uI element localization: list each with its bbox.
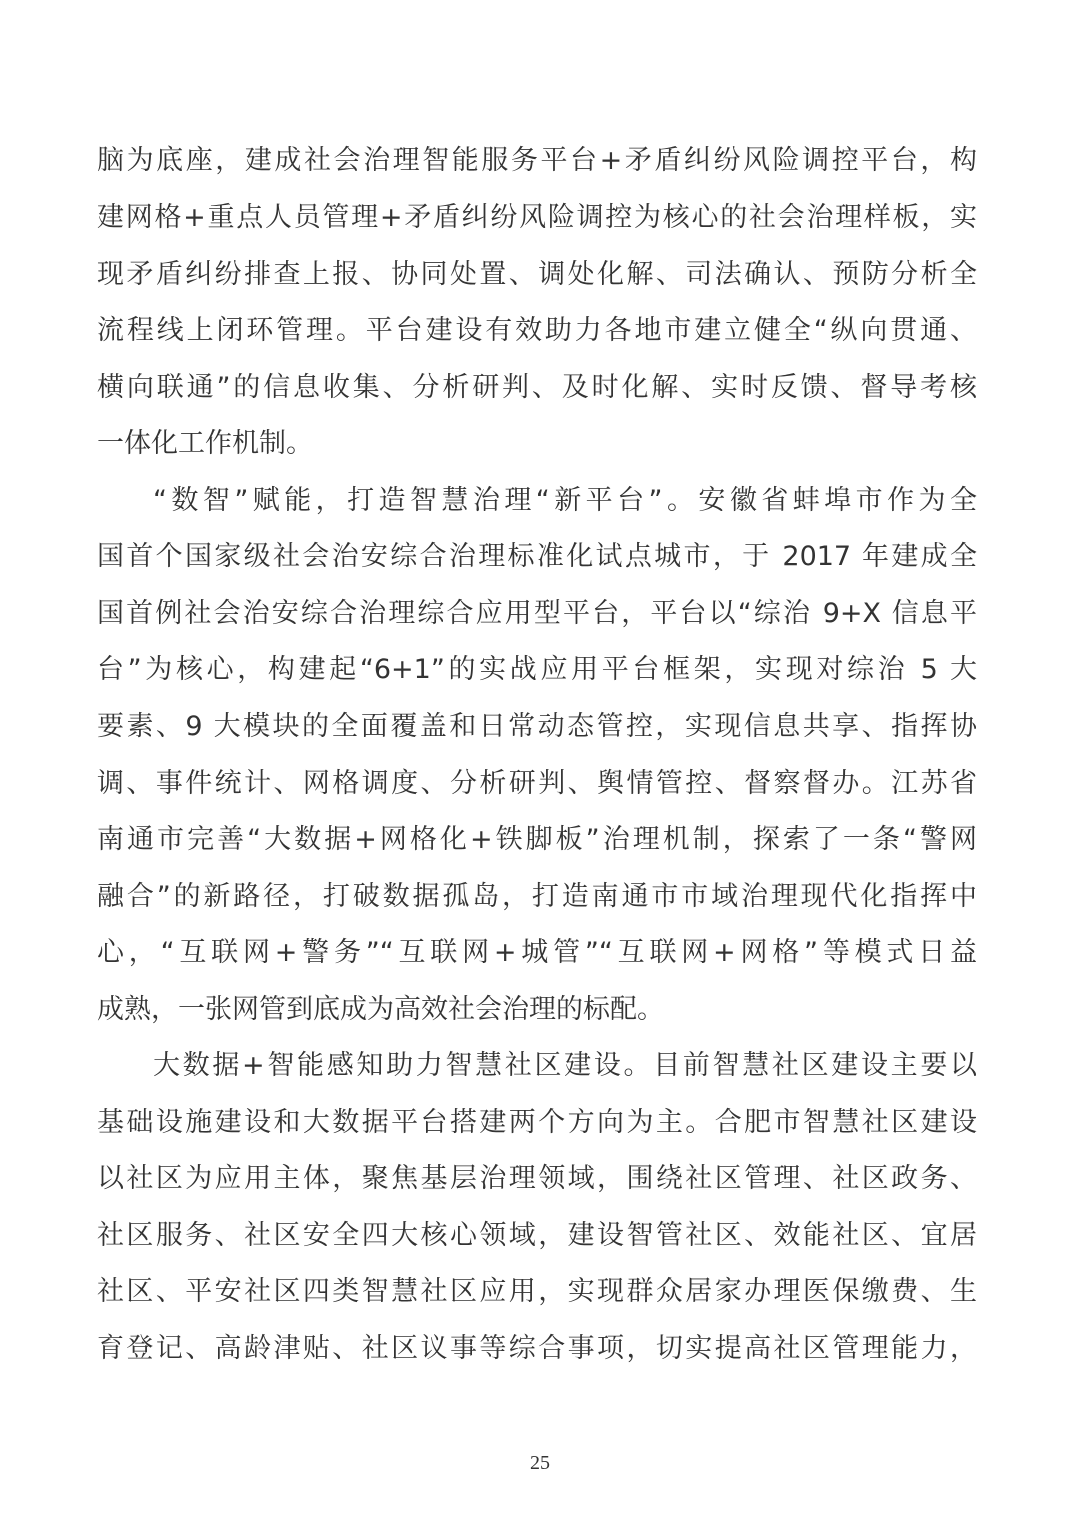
text-line: 现矛盾纠纷排查上报、协同处置、调处化解、司法确认、预防分析全 bbox=[97, 259, 977, 290]
text-line: 社区服务、社区安全四大核心领域，建设智管社区、效能社区、宜居 bbox=[97, 1220, 977, 1251]
text-line: 要素、9 大模块的全面覆盖和日常动态管控，实现信息共享、指挥协 bbox=[97, 711, 977, 742]
text-line: 以社区为应用主体，聚焦基层治理领域，围绕社区管理、社区政务、 bbox=[97, 1163, 977, 1194]
text-line: 融合”的新路径，打破数据孤岛，打造南通市市域治理现代化指挥中 bbox=[97, 881, 977, 912]
text-line: 社区、平安社区四类智慧社区应用，实现群众居家办理医保缴费、生 bbox=[97, 1276, 977, 1307]
text-line: 国首个国家级社会治安综合治理标准化试点城市，于 2017 年建成全 bbox=[97, 541, 977, 572]
text-line: 脑为底座，建成社会治理智能服务平台+矛盾纠纷风险调控平台，构 bbox=[97, 145, 977, 176]
text-line: “数智”赋能，打造智慧治理“新平台”。安徽省蚌埠市作为全 bbox=[153, 485, 977, 516]
text-line: 大数据+智能感知助力智慧社区建设。目前智慧社区建设主要以 bbox=[153, 1050, 977, 1081]
text-line: 台”为核心，构建起“6+1”的实战应用平台框架，实现对综治 5 大 bbox=[97, 654, 977, 685]
text-line: 南通市完善“大数据+网格化+铁脚板”治理机制，探索了一条“警网 bbox=[97, 824, 977, 855]
page-number: 25 bbox=[530, 1452, 550, 1474]
text-line: 横向联通”的信息收集、分析研判、及时化解、实时反馈、督导考核 bbox=[97, 372, 977, 403]
text-line: 心，“互联网+警务”“互联网+城管”“互联网+网格”等模式日益 bbox=[97, 937, 977, 968]
text-line: 调、事件统计、网格调度、分析研判、舆情管控、督察督办。江苏省 bbox=[97, 768, 977, 799]
text-line: 流程线上闭环管理。平台建设有效助力各地市建立健全“纵向贯通、 bbox=[97, 315, 977, 346]
text-line: 建网格+重点人员管理+矛盾纠纷风险调控为核心的社会治理样板，实 bbox=[97, 202, 977, 233]
text-line: 国首例社会治安综合治理综合应用型平台，平台以“综治 9+X 信息平 bbox=[97, 598, 977, 629]
text-line: 育登记、高龄津贴、社区议事等综合事项，切实提高社区管理能力， bbox=[97, 1333, 977, 1364]
text-line: 一体化工作机制。 bbox=[97, 428, 313, 459]
text-line: 基础设施建设和大数据平台搭建两个方向为主。合肥市智慧社区建设 bbox=[97, 1107, 977, 1138]
text-line: 成熟，一张网管到底成为高效社会治理的标配。 bbox=[97, 994, 664, 1025]
